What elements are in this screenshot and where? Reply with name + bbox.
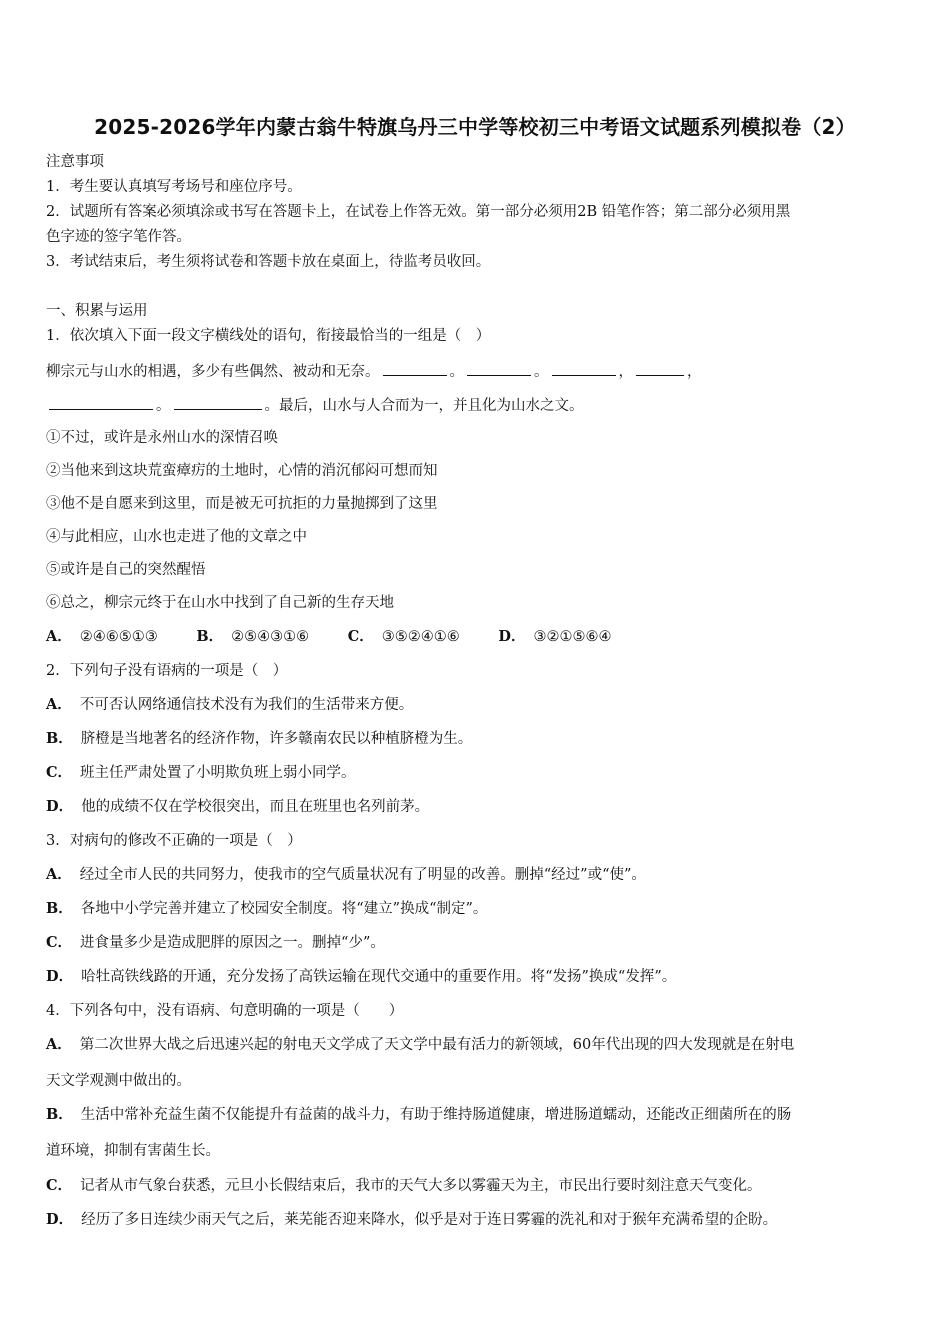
q1-choice-d[interactable]: D． ③②①⑤⑥④: [498, 628, 612, 645]
blank-line: [383, 361, 447, 376]
q2-option-c[interactable]: C． 班主任严肃处置了小明欺负班上弱小同学。: [46, 764, 356, 781]
q2-option-a[interactable]: A． 不可否认网络通信技术没有为我们的生活带来方便。: [46, 696, 414, 713]
q1-sentence: ①不过，或许是永州山水的深情召唤: [46, 430, 278, 446]
q4-option-a-cont: 天文学观测中做出的。: [46, 1073, 191, 1089]
q1-sentence: ②当他来到这块荒蛮瘴疠的土地时，心情的消沉郁闷可想而知: [46, 463, 438, 479]
q3-option-b[interactable]: B． 各地中小学完善并建立了校园安全制度。将“建立”换成“制定”。: [46, 900, 488, 917]
q4-option-a[interactable]: A． 第二次世界大战之后迅速兴起的射电天文学成了天文学中最有活力的新领域，60年代出现的四大发现就是在射电: [46, 1036, 795, 1053]
q1-passage-a: 柳宗元与山水的相遇，多少有些偶然、被动和无奈。: [46, 364, 380, 380]
q1-passage-b: 。最后，山水与人合而为一，并且化为山水之文。: [264, 398, 584, 414]
section-heading: 一、积累与运用: [46, 303, 148, 319]
q2-option-d[interactable]: D． 他的成绩不仅在学校很突出，而且在班里也名列前茅。: [46, 798, 430, 815]
notice-item: 3．考试结束后，考生须将试卷和答题卡放在桌面上，待监考员收回。: [46, 254, 491, 270]
q3-option-d[interactable]: D． 哈牡高铁线路的开通，充分发扬了高铁运输在现代交通中的重要作用。将“发扬”换成“发挥”。: [46, 968, 677, 985]
q3-option-c[interactable]: C． 进食量多少是造成肥胖的原因之一。删掉“少”。: [46, 934, 385, 951]
q1-passage-line2: 。 。最后，山水与人合而为一，并且化为山水之文。: [46, 395, 584, 416]
q1-sentence: ④与此相应，山水也走进了他的文章之中: [46, 529, 307, 545]
q3-stem: 3．对病句的修改不正确的一项是（ ）: [46, 833, 302, 849]
q1-sentence: ⑤或许是自己的突然醒悟: [46, 562, 206, 578]
q4-option-b-cont: 道环境，抑制有害菌生长。: [46, 1143, 220, 1159]
blank-line: [174, 395, 262, 410]
q1-passage-line1: 柳宗元与山水的相遇，多少有些偶然、被动和无奈。 。 。 ， ，: [46, 361, 702, 382]
q1-sentence: ③他不是自愿来到这里，而是被无可抗拒的力量抛掷到了这里: [46, 496, 438, 512]
q4-stem: 4．下列各句中，没有语病、句意明确的一项是（ ）: [46, 1003, 404, 1019]
blank-line: [49, 395, 153, 410]
notice-item: 1．考生要认真填写考场号和座位序号。: [46, 179, 302, 195]
q1-choice-c[interactable]: C． ③⑤②④①⑥: [347, 628, 460, 645]
q1-sentence: ⑥总之，柳宗元终于在山水中找到了自己新的生存天地: [46, 595, 394, 611]
q3-option-a[interactable]: A． 经过全市人民的共同努力，使我市的空气质量状况有了明显的改善。删掉“经过”或“使”。: [46, 866, 646, 883]
q1-choice-a[interactable]: A． ②④⑥⑤①③: [46, 628, 158, 645]
q1-choices: [46, 627, 645, 647]
blank-line: [467, 361, 531, 376]
q4-option-d[interactable]: D． 经历了多日连续少雨天气之后，莱芜能否迎来降水，似乎是对于连日雾霾的洗礼和对于猴年充满希望的企盼。: [46, 1211, 778, 1228]
notice-item: 色字迹的签字笔作答。: [46, 229, 191, 245]
q1-stem: 1．依次填入下面一段文字横线处的语句，衔接最恰当的一组是（ ）: [46, 328, 491, 344]
q4-option-c[interactable]: C． 记者从市气象台获悉，元旦小长假结束后，我市的天气大多以雾霾天为主，市民出行要时刻注意天气变化。: [46, 1177, 762, 1194]
notice-item: 2．试题所有答案必须填涂或书写在答题卡上，在试卷上作答无效。第一部分必须用2B 铅笔作答；第二部分必须用黑: [46, 204, 791, 220]
q1-choice-b[interactable]: B． ②⑤④③①⑥: [196, 628, 310, 645]
q2-option-b[interactable]: B． 脐橙是当地著名的经济作物，许多赣南农民以种植脐橙为生。: [46, 730, 473, 747]
blank-line: [552, 361, 616, 376]
page-title: 2025-2026学年内蒙古翁牛特旗乌丹三中学等校初三中考语文试题系列模拟卷（2）: [94, 115, 856, 139]
q4-option-b[interactable]: B． 生活中常补充益生菌不仅能提升有益菌的战斗力，有助于维持肠道健康，增进肠道蠕动，还能改正细菌所在的肠: [46, 1106, 792, 1123]
q2-stem: 2．下列句子没有语病的一项是（ ）: [46, 663, 288, 679]
notice-heading: 注意事项: [46, 154, 104, 170]
blank-line: [636, 361, 684, 376]
